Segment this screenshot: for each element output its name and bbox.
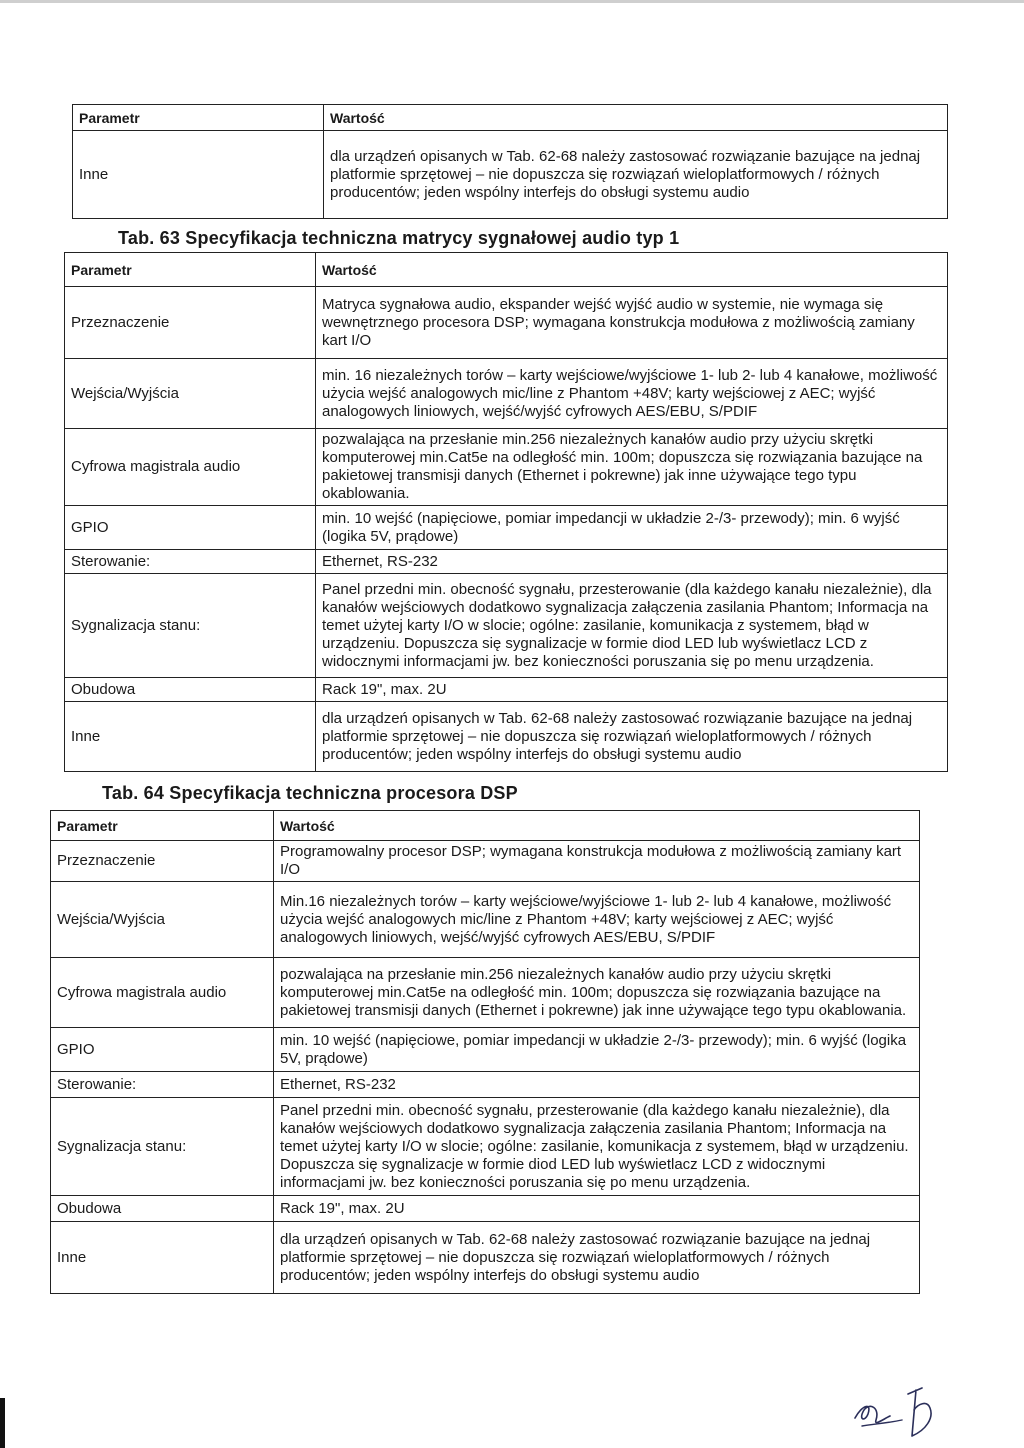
table-63-caption: Tab. 63 Specyfikacja techniczna matrycy sygnałowej audio typ 1 (118, 228, 680, 248)
table-row (65, 550, 948, 574)
table-row (65, 287, 948, 359)
row-param: Sterowanie: (65, 550, 316, 574)
row-value: Ethernet, RS-232 (316, 550, 948, 574)
row-value: Panel przedni min. obecność sygnału, przesterowanie (dla każdego kanału niezależnie), dla kanałów wejściowych dodatkowo sygnalizacja załączenia zasilania Phantom; Informacja na temet użytej karty I/O w slocie; ogólne: zasilanie, komunikacja z systemem, błąd w urządzeniu. Dopuszcza się sygnalizacje w formie diod LED lub wyświetlacz LCD z widocznymi informacjami jw. bez konieczności poruszania się po menu urządzenia. (274, 1098, 920, 1196)
scan-edge-mark (0, 1398, 5, 1448)
row-param: Cyfrowa magistrala audio (65, 429, 316, 506)
table-header-row (51, 811, 920, 841)
row-value: Ethernet, RS-232 (274, 1072, 920, 1098)
row-value: min. 16 niezależnych torów – karty wejściowe/wyjściowe 1- lub 2- lub 4 kanałowe, możliwość użycia wejść analogowych mic/line z Phantom +48V; karty wejściowej z AEC; wyjść analogowych liniowych, wejść/wyjść cyfrowych AES/EBU, S/PDIF (316, 359, 948, 429)
row-value: Matryca sygnałowa audio, ekspander wejść wyjść audio w systemie, nie wymaga się wewnętrznego procesora DSP; wymagana konstrukcja modułowa z możliwością zamiany kart I/O (316, 287, 948, 359)
row-param: Inne (65, 702, 316, 772)
table-62-continuation (72, 104, 948, 219)
table-row (73, 131, 948, 219)
row-value: dla urządzeń opisanych w Tab. 62-68 należy zastosować rozwiązanie bazujące na jednaj platformie sprzętowej – nie dopuszcza się rozwiązań wieloplatformowych / różnych producentów; jeden wspólny interfejs do obsługi systemu audio (316, 702, 948, 772)
table-row (51, 1028, 920, 1072)
row-value: Programowalny procesor DSP; wymagana konstrukcja modułowa z możliwością zamiany kart I/O (274, 841, 920, 882)
table-row (51, 841, 920, 882)
header-value: Wartość (274, 811, 920, 841)
row-param: Inne (73, 131, 324, 219)
table-row (51, 1196, 920, 1222)
table-63 (64, 252, 948, 772)
handwritten-signature (850, 1380, 950, 1440)
table-row (65, 678, 948, 702)
page-top-edge (0, 0, 1024, 3)
row-param: GPIO (65, 506, 316, 550)
row-param: Przeznaczenie (51, 841, 274, 882)
row-param: Wejścia/Wyjścia (51, 882, 274, 958)
row-value: Min.16 niezależnych torów – karty wejściowe/wyjściowe 1- lub 2- lub 4 kanałowe, możliwość użycia wejść analogowych mic/line z Phantom +48V; karty wejściowej z AEC; wyjść analogowych liniowych, wejść/wyjść cyfrowych AES/EBU, S/PDIF (274, 882, 920, 958)
table-row (51, 882, 920, 958)
table-header-row (73, 105, 948, 131)
row-param: Przeznaczenie (65, 287, 316, 359)
row-param: Sygnalizacja stanu: (65, 574, 316, 678)
row-param: Obudowa (51, 1196, 274, 1222)
row-param: Sygnalizacja stanu: (51, 1098, 274, 1196)
table-row (65, 506, 948, 550)
row-value: pozwalająca na przesłanie min.256 niezależnych kanałów audio przy użyciu skrętki komputerowej min.Cat5e na odległość min. 100m; dopuszcza się rozwiązania bazujące na pakietowej transmisji danych (Ethernet i pokrewne) jak inne używające tego typu okablowania. (274, 958, 920, 1028)
row-param: Obudowa (65, 678, 316, 702)
table-row (65, 429, 948, 506)
row-param: Inne (51, 1222, 274, 1294)
row-value: pozwalająca na przesłanie min.256 niezależnych kanałów audio przy użyciu skrętki komputerowej min.Cat5e na odległość min. 100m; dopuszcza się rozwiązania bazujące na pakietowej transmisji danych (Ethernet i pokrewne) jak inne używające tego typu okablowania. (316, 429, 948, 506)
row-value: Rack 19", max. 2U (274, 1196, 920, 1222)
row-value: min. 10 wejść (napięciowe, pomiar impedancji w układzie 2-/3- przewody); min. 6 wyjść (logika 5V, prądowe) (316, 506, 948, 550)
header-param: Parametr (51, 811, 274, 841)
table-row (51, 958, 920, 1028)
table-row (65, 359, 948, 429)
table-row (65, 702, 948, 772)
header-param: Parametr (65, 253, 316, 287)
table-row (51, 1072, 920, 1098)
table-64 (50, 810, 920, 1294)
header-value: Wartość (316, 253, 948, 287)
row-value: dla urządzeń opisanych w Tab. 62-68 należy zastosować rozwiązanie bazujące na jednaj platformie sprzętowej – nie dopuszcza się rozwiązań wieloplatformowych / różnych producentów; jeden wspólny interfejs do obsługi systemu audio (274, 1222, 920, 1294)
table-64-caption: Tab. 64 Specyfikacja techniczna procesora DSP (102, 783, 518, 803)
table-row (51, 1222, 920, 1294)
row-param: GPIO (51, 1028, 274, 1072)
header-value: Wartość (324, 105, 948, 131)
row-value: Rack 19", max. 2U (316, 678, 948, 702)
row-value: dla urządzeń opisanych w Tab. 62-68 należy zastosować rozwiązanie bazujące na jednaj platformie sprzętowej – nie dopuszcza się rozwiązań wieloplatformowych / różnych producentów; jeden wspólny interfejs do obsługi systemu audio (324, 131, 948, 219)
row-value: Panel przedni min. obecność sygnału, przesterowanie (dla każdego kanału niezależnie), dla kanałów wejściowych dodatkowo sygnalizacja załączenia zasilania Phantom; Informacja na temet użytej karty I/O w slocie; ogólne: zasilanie, komunikacja z systemem, błąd w urządzeniu. Dopuszcza się sygnalizacje w formie diod LED lub wyświetlacz LCD z widocznymi informacjami jw. bez konieczności poruszania się po menu urządzenia. (316, 574, 948, 678)
row-param: Cyfrowa magistrala audio (51, 958, 274, 1028)
row-param: Wejścia/Wyjścia (65, 359, 316, 429)
table-header-row (65, 253, 948, 287)
table-row (51, 1098, 920, 1196)
header-param: Parametr (73, 105, 324, 131)
table-row (65, 574, 948, 678)
row-value: min. 10 wejść (napięciowe, pomiar impedancji w układzie 2-/3- przewody); min. 6 wyjść (logika 5V, prądowe) (274, 1028, 920, 1072)
row-param: Sterowanie: (51, 1072, 274, 1098)
